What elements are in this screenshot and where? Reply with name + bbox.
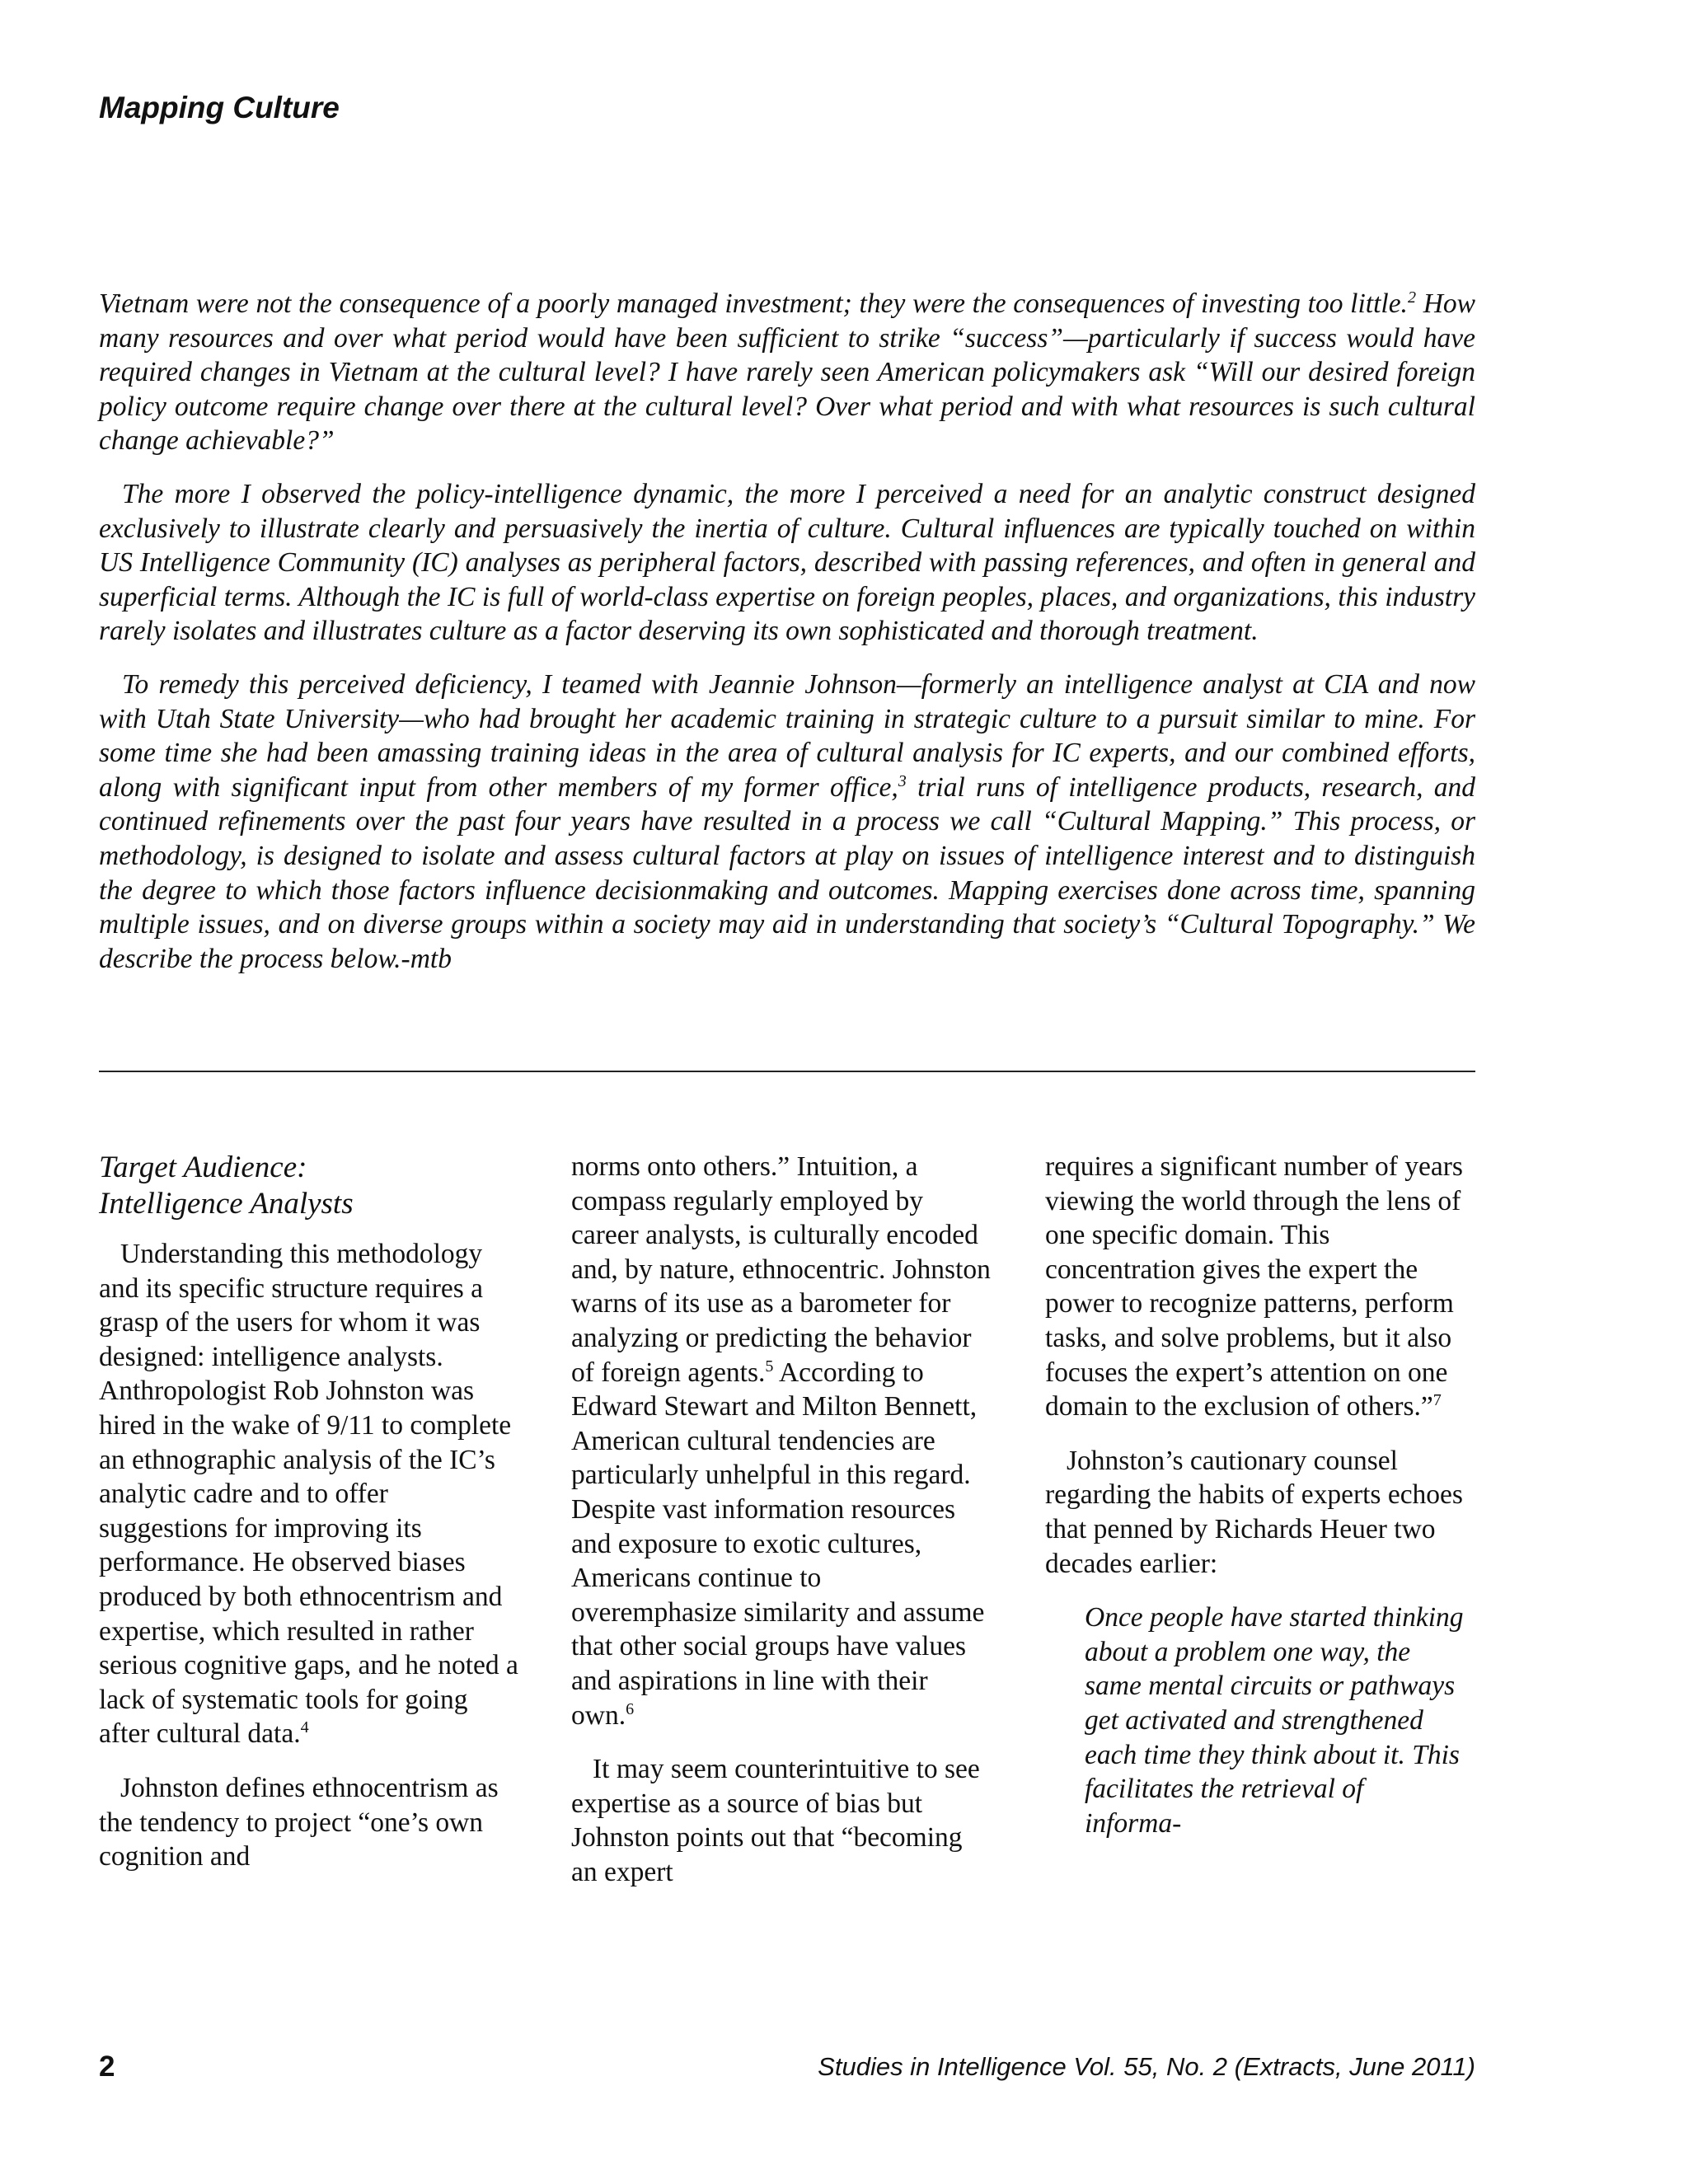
footnote-ref: 6 <box>626 1699 635 1718</box>
block-quote: Once people have started thinking about a problem one way, the same mental circuits or pathways get activated and strengthened each time they think about it. This facilitates the retrieval of informa- <box>1085 1602 1464 1839</box>
body-paragraph <box>99 1237 519 1751</box>
footnote-ref: 4 <box>300 1718 309 1737</box>
body-paragraph: Johnston defines ethnocentrism as the tendency to project “one’s own cognition and <box>99 1772 499 1872</box>
column-1 <box>99 1150 519 1894</box>
footnote-ref: 7 <box>1432 1391 1442 1409</box>
body-paragraph <box>571 1150 992 1732</box>
body-paragraph-text: requires a significant number of years viewing the world through the lens of one specific domain. This concentration gives the expert the power to recognize patterns, perform tasks, and solve problems, but it also focuses the expert’s attention on one domain to the exclusion of others.” <box>1045 1151 1463 1422</box>
intro-paragraph-3 <box>99 668 1475 976</box>
footnote-ref: 3 <box>898 771 907 790</box>
intro-paragraph-3-rest: trial runs of intelligence products, research, and continued refinements over the past four years have resulted in a process we call “Cultural Mapping.” This process, or methodology, is designed to isolate and assess cultural factors at play on issues of intelligence interest and to distinguish the degree to which those factors influence decisionmaking and outcomes. Mapping exercises done across time, spanning multiple issues, and on diverse groups within a society may aid in understanding that society’s “Cultural Topography.” We describe the process below.-mtb <box>99 771 1476 974</box>
column-2 <box>571 1150 992 1909</box>
body-paragraph-rest: According to Edward Stewart and Milton Bennett, American cultural tendencies are particularly unhelpful in this regard. Despite vast information resources and exposure to exotic cultures, Americans continue to overemphasize similarity and assume that other social groups have values and aspirations in line with their own. <box>571 1357 985 1731</box>
section-heading-line-1: Target Audience: <box>99 1151 307 1184</box>
body-paragraph <box>1045 1150 1465 1424</box>
section-heading <box>99 1150 519 1222</box>
intro-paragraph-1-text: Vietnam were not the consequence of a poorly managed investment; they were the consequences of investing too little. <box>99 288 1408 319</box>
intro-paragraph-1-rest: How many resources and over what period would have been sufficient to strike “success”—particularly if success would have required changes in Vietnam at the cultural level? I have rarely seen American policymakers ask “Will our desired foreign policy outcome require change over there at the cultural level? Over what period and with what resources is such cultural change achievable?” <box>99 288 1475 457</box>
intro-paragraph-3-text: To remedy this perceived deficiency, I teamed with Jeannie Johnson—formerly an intelligence analyst at CIA and now with Utah State University—who had brought her academic training in strategic culture to a pursuit similar to mine. For some time she had been amassing training ideas in the area of cultural analysis for IC experts, and our combined efforts, along with significant input from other members of my former office, <box>99 668 1475 803</box>
body-paragraph-text: norms onto others.” Intuition, a compass regularly employed by career analysts, is culturally encoded and, by nature, ethnocentric. Johnston warns of its use as a barometer for analyzing or predicting the behavior of foreign agents. <box>571 1151 991 1388</box>
body-paragraph-text: Understanding this methodology and its specific structure requires a grasp of the users for whom it was designed: intelligence analysts. Anthropologist Rob Johnston was hired in the wake of 9/11 to complete an ethnographic analysis of the IC’s analytic cadre and to offer suggestions for improving its performance. He observed biases produced by both ethnocentrism and expertise, which resulted in rather serious cognitive gaps, and he noted a lack of systematic tools for going after cultural data. <box>99 1239 518 1750</box>
section-divider <box>99 1071 1475 1072</box>
section-heading-line-2: Intelligence Analysts <box>99 1187 354 1221</box>
intro-text <box>99 287 1475 995</box>
footnote-ref: 2 <box>1407 288 1416 307</box>
intro-paragraph-1 <box>99 287 1475 458</box>
intro-paragraph-2: The more I observed the policy-intelligence dynamic, the more I perceived a need for an analytic construct designed exclusively to illustrate clearly and persuasively the inertia of culture. Cultural influences are typically touched on within US Intelligence Community (IC) analyses as peripheral factors, described with passing references, and often in general and superficial terms. Although the IC is full of world-class expertise on foreign peoples, places, and organizations, this industry rarely isolates and illustrates culture as a factor deserving its own sophisticated and thorough treatment. <box>99 478 1475 647</box>
column-3 <box>1045 1150 1465 1840</box>
body-paragraph: Johnston’s cautionary counsel regarding the habits of experts echoes that penned by Richards Heuer two decades earlier: <box>1045 1445 1463 1579</box>
journal-citation: Studies in Intelligence Vol. 55, No. 2 (Extracts, June 2011) <box>818 2052 1475 2081</box>
body-paragraph: It may seem counterintuitive to see expertise as a source of bias but Johnston points out that “becoming an expert <box>571 1754 980 1887</box>
footnote-ref: 5 <box>765 1357 774 1376</box>
running-head: Mapping Culture <box>99 91 340 124</box>
page-number: 2 <box>99 2050 115 2083</box>
